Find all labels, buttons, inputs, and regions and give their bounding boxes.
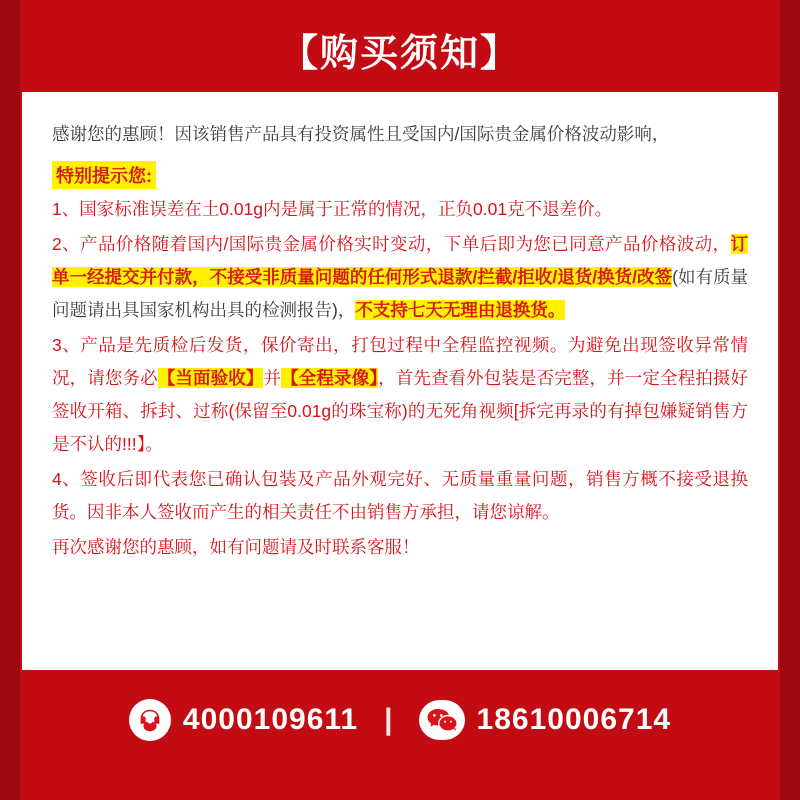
footer-divider: | xyxy=(384,703,393,736)
notice-item-3-mid: 并 xyxy=(263,368,282,388)
notice-item-2-highlight-1: 订单一经提交并付款，不接受非质量问题的任何形式退款/拦截/拒收/退货/换货/改签 xyxy=(52,234,748,287)
left-border-band xyxy=(0,0,20,800)
closing-paragraph: 再次感谢您的惠顾，如有问题请及时联系客服！ xyxy=(52,537,420,557)
notice-item-3-highlight-2: 【全程录像】 xyxy=(281,368,379,388)
notice-item-2-paren: (如有质量问题请出具国家机构出具的检测报告)， xyxy=(52,267,749,320)
notice-item-3 xyxy=(52,329,748,461)
notice-item-2 xyxy=(52,228,748,327)
page-title: 【购买须知】 xyxy=(279,33,520,75)
notice-item-2-text: 2、产品价格随着国内/国际贵金属价格实时变动，下单后即为您已同意产品价格波动， xyxy=(52,234,731,254)
contact-footer xyxy=(0,685,800,755)
wechat-number: 18610006714 xyxy=(476,703,672,736)
intro-paragraph: 感谢您的惠顾！因该销售产品具有投资属性且受国内/国际贵金属价格波动影响， xyxy=(52,124,670,144)
wechat-contact[interactable] xyxy=(419,700,672,740)
notice-item-2-highlight-2: 不支持七天无理由退换货。 xyxy=(355,300,566,320)
phone-contact[interactable] xyxy=(129,699,358,741)
right-border-band xyxy=(780,0,800,800)
wechat-icon xyxy=(419,700,465,740)
notice-item-3-text-2: ，首先查看外包装是否完整，并一定全程拍摄好签收开箱、拆封、过称(保留至0.01g的珠宝称)的无死角视频[拆完再录的有掉包嫌疑销售方是不认的!!!】。 xyxy=(52,368,749,454)
special-notice-heading: 特别提示您: xyxy=(52,161,156,189)
notice-item-1: 1、国家标准误差在土0.01g内是属于正常的情况，正负0.01克不退差价。 xyxy=(52,199,613,219)
headset-icon xyxy=(129,699,171,741)
notice-card xyxy=(22,92,778,670)
phone-number: 4000109611 xyxy=(182,703,359,736)
notice-item-4: 4、签收后即代表您已确认包装及产品外观完好、无质量重量问题，销售方概不接受退换货。因非本人签收而产生的相关责任不由销售方承担，请您谅解。 xyxy=(52,469,748,522)
notice-item-3-text-1: 3、产品是先质检后发货，保价寄出，打包过程中全程监控视频。为避免出现签收异常情况，请您务必 xyxy=(52,335,748,388)
notice-item-3-highlight-1: 【当面验收】 xyxy=(157,368,264,388)
